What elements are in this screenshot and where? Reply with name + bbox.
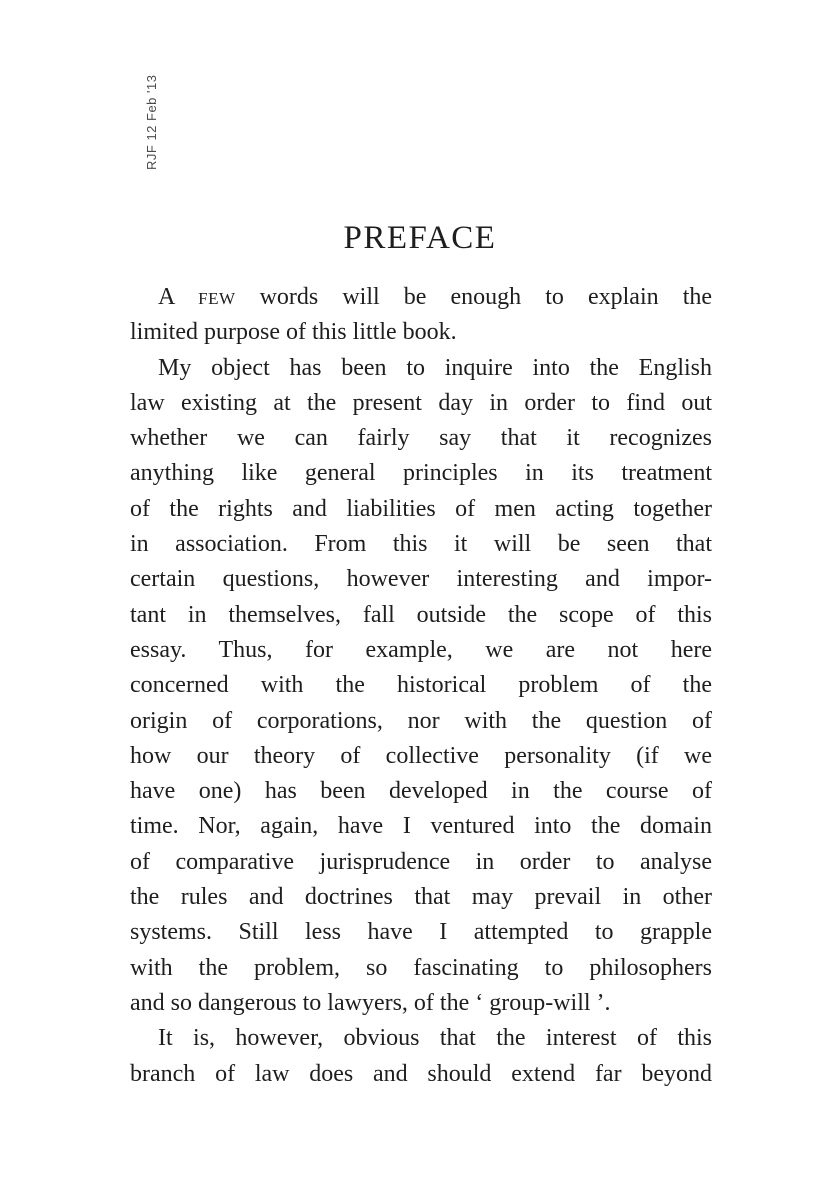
text-line: with the problem, so fascinating to philosophers <box>130 954 712 981</box>
text-line: limited purpose of this little book. <box>130 319 457 346</box>
text-line: how our theory of collective personality (if we <box>130 742 712 769</box>
text-line: the rules and doctrines that may prevail in other <box>130 884 712 911</box>
text-line: in association. From this it will be seen that <box>130 531 712 558</box>
text-line: essay. Thus, for example, we are not here <box>130 636 712 663</box>
preface-body <box>130 280 712 1092</box>
text-line: of comparative jurisprudence in order to analyse <box>130 848 712 875</box>
line-text: words will be enough to explain the <box>235 284 713 310</box>
text-line: It is, however, obvious that the interest of this <box>158 1025 712 1052</box>
handwritten-note: RJF 12 Feb '13 <box>144 74 159 170</box>
text-line: concerned with the historical problem of the <box>130 672 712 699</box>
text-line: tant in themselves, fall outside the scope of this <box>130 601 712 628</box>
text-line: whether we can fairly say that it recognizes <box>130 425 712 452</box>
drop-word: A <box>158 284 175 310</box>
text-line: systems. Still less have I attempted to grapple <box>130 919 712 946</box>
text-line <box>130 280 712 315</box>
page-title: PREFACE <box>343 220 497 256</box>
small-caps-word: few <box>198 284 236 310</box>
text-line: anything like general principles in its treatment <box>130 460 712 487</box>
text-line: branch of law does and should extend far beyond <box>130 1060 712 1087</box>
margin-annotation <box>143 62 163 172</box>
text-line: of the rights and liabilities of men acting together <box>130 495 712 522</box>
text-line: My object has been to inquire into the English <box>158 354 712 381</box>
text-line: law existing at the present day in order to find out <box>130 389 712 416</box>
text-line: have one) has been developed in the course of <box>130 778 712 805</box>
text-line: time. Nor, again, have I ventured into the domain <box>130 813 712 840</box>
text-line: origin of corporations, nor with the question of <box>130 707 712 734</box>
text-line: certain questions, however interesting and impor- <box>130 566 712 593</box>
text-line: and so dangerous to lawyers, of the ‘ group-will ’. <box>130 989 611 1016</box>
